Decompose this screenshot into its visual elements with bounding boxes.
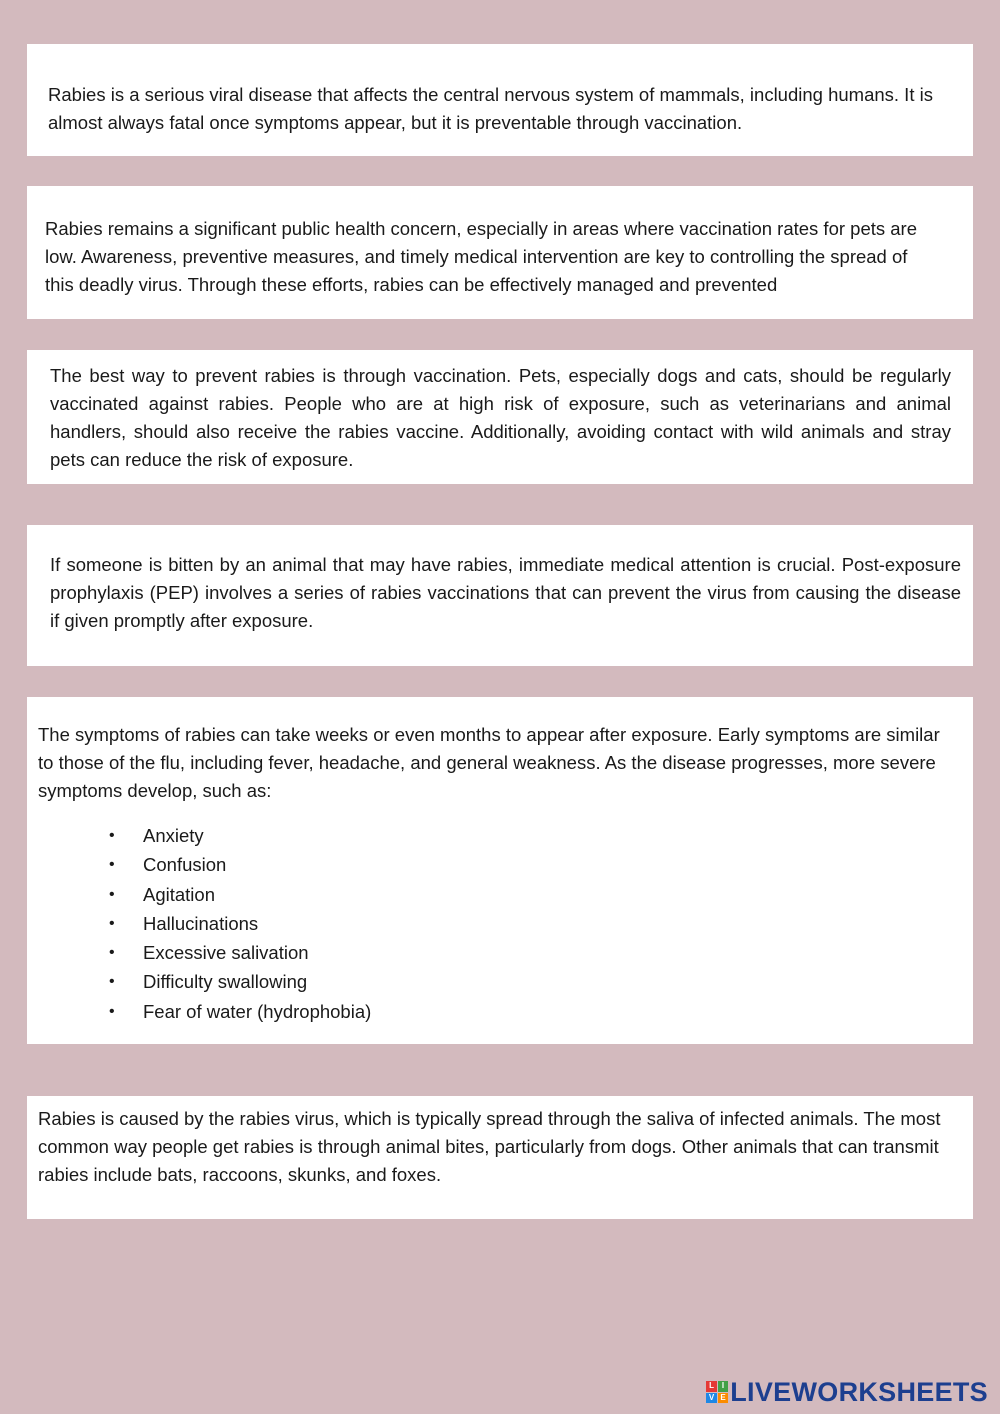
badge-letter: E — [718, 1393, 729, 1404]
card-treatment — [27, 525, 973, 666]
symptoms-list — [38, 821, 953, 1026]
badge-letter: I — [718, 1381, 729, 1392]
symptom-label: Agitation — [143, 883, 215, 905]
badge-letter: V — [706, 1393, 717, 1404]
list-item — [38, 821, 953, 850]
bullet-icon: • — [109, 856, 115, 874]
bullet-icon: • — [109, 914, 115, 932]
symptom-label: Excessive salivation — [143, 942, 309, 964]
causes-text: Rabies is caused by the rabies virus, which is typically spread through the saliva of infected animals. The most common way people get rabies is through animal bites, particularly from dogs. Other animals that can transmit rabies include bats, raccoons, skunks, and foxes. — [38, 1108, 941, 1185]
symptom-label: Confusion — [143, 854, 227, 876]
card-symptoms — [27, 697, 973, 1044]
badge-letter: L — [706, 1381, 717, 1392]
card-public-health — [27, 186, 973, 319]
list-item — [38, 850, 953, 879]
prevention-text: The best way to prevent rabies is through vaccination. Pets, especially dogs and cats, should be regularly vaccinated against rabies. People who are at high risk of exposure, such as veterinarians and animal handlers, should also receive the rabies vaccine. Additionally, avoiding contact with wild animals and stray pets can reduce the risk of exposure. — [50, 365, 951, 470]
list-item — [38, 938, 953, 967]
list-item — [38, 997, 953, 1026]
public-health-text: Rabies remains a significant public health concern, especially in areas where vaccination rates for pets are low. Awareness, preventive measures, and timely medical intervention are key to controlling the spread of this deadly virus. Through these efforts, rabies can be effectively managed and prevented — [45, 218, 918, 295]
liveworksheets-badge-icon — [706, 1381, 728, 1403]
bullet-icon: • — [109, 973, 115, 991]
bullet-icon: • — [109, 1002, 115, 1020]
symptoms-intro-text: The symptoms of rabies can take weeks or even months to appear after exposure. Early symptoms are similar to those of the flu, including fever, headache, and general weakness. As the disease progresses, more severe symptoms develop, such as: — [38, 724, 940, 801]
card-intro — [27, 44, 973, 156]
bullet-icon: • — [109, 885, 115, 903]
liveworksheets-logo[interactable] — [706, 1378, 988, 1406]
symptom-label: Anxiety — [143, 825, 204, 846]
bullet-icon: • — [109, 827, 115, 844]
symptom-label: Hallucinations — [143, 912, 259, 934]
card-causes — [27, 1096, 973, 1219]
treatment-text: If someone is bitten by an animal that may have rabies, immediate medical attention is crucial. Post-exposure prophylaxis (PEP) involves a series of rabies vaccinations that can prevent the virus from causing the disease if given promptly after exposure. — [50, 554, 961, 631]
list-item — [38, 967, 953, 996]
symptom-label: Difficulty swallowing — [143, 971, 308, 993]
symptom-label: Fear of water (hydrophobia) — [143, 1000, 372, 1022]
logo-text: LIVEWORKSHEETS — [730, 1376, 988, 1407]
intro-text: Rabies is a serious viral disease that affects the central nervous system of mammals, including humans. It is almost always fatal once symptoms appear, but it is preventable through vaccination. — [48, 84, 933, 133]
card-prevention — [27, 350, 973, 484]
bullet-icon: • — [109, 944, 115, 962]
list-item — [38, 909, 953, 938]
list-item — [38, 880, 953, 909]
